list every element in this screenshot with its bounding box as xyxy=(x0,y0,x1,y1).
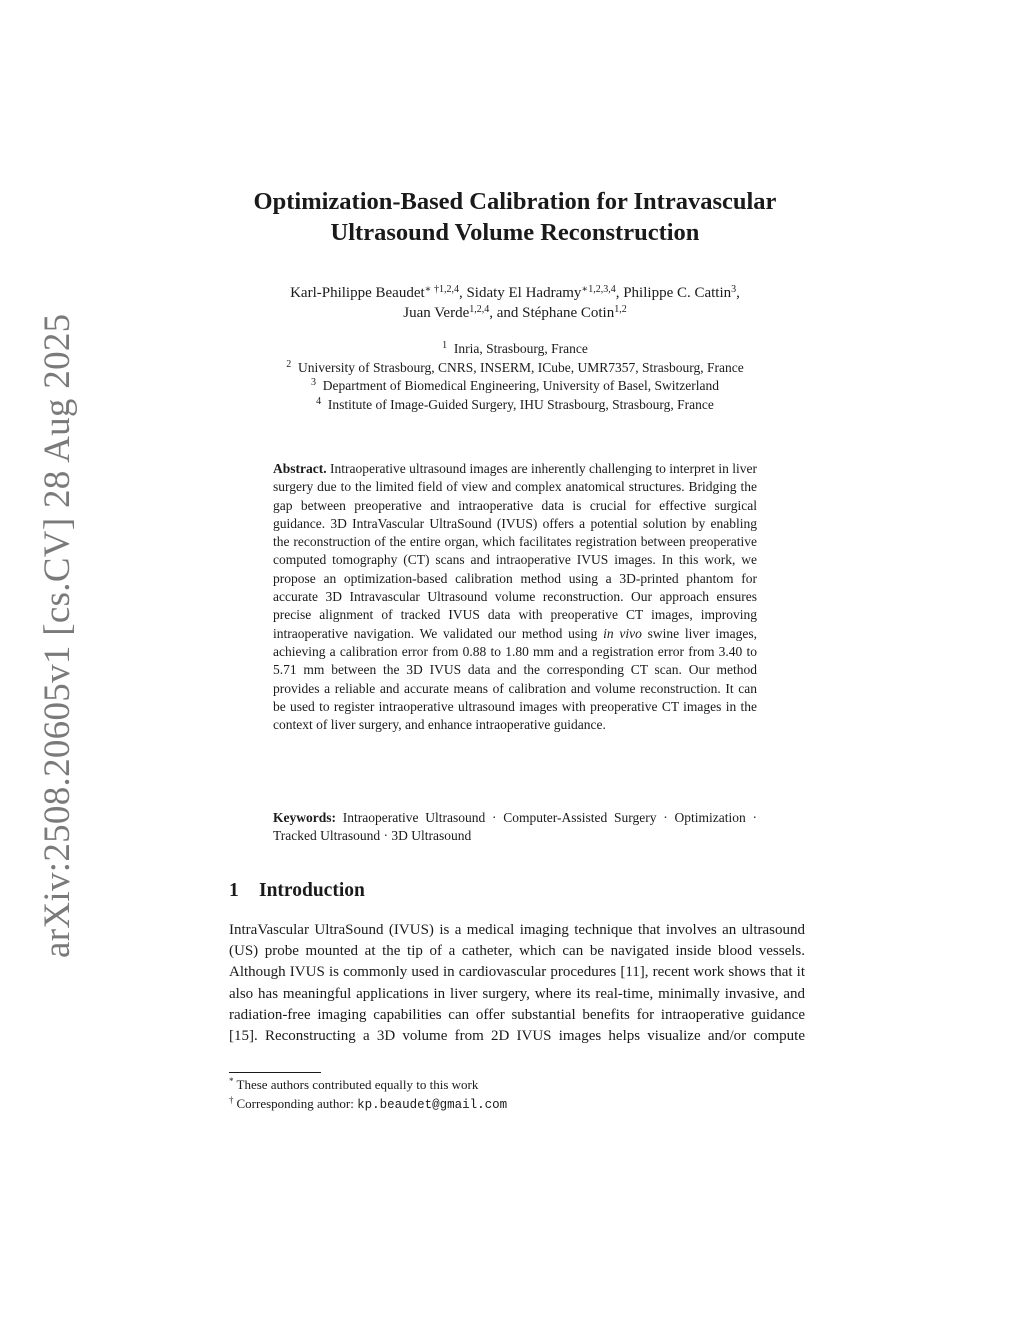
author-name: Stéphane Cotin xyxy=(522,305,615,321)
abstract-italic: in vivo xyxy=(603,625,642,641)
author-marks: ∗ †1,2,4 xyxy=(424,284,459,295)
author-name: Philippe C. Cattin xyxy=(623,285,732,301)
footnote-divider xyxy=(229,1072,321,1073)
abstract-text-continued: swine liver images, achieving a calibration error from 0.88 to 1.80 mm and a registration error from 3.40 to 5.71 mm between the 3D IVUS data and the corresponding CT scan. Our method provides a reliable and accurate means of calibration and volume reconstruction. It can be used to register intraoperative ultrasound images with preoperative CT images in the context of liver surgery, and enhance intraoperative guidance. xyxy=(273,625,757,733)
footnote-text: These authors contributed equally to this work xyxy=(236,1077,479,1092)
footnote-text: Corresponding author: xyxy=(236,1096,354,1111)
keywords-label: Keywords: xyxy=(273,810,336,825)
footnotes xyxy=(229,1075,805,1115)
author-name: Juan Verde xyxy=(403,305,470,321)
section-title: Introduction xyxy=(259,880,365,901)
title-line-2: Ultrasound Volume Reconstruction xyxy=(330,219,700,246)
abstract-text: Intraoperative ultrasound images are inherently challenging to interpret in liver surgery due to the limited field of view and complex anatomical structures. Bridging the gap between preoperative and intraoperative data is crucial for effective surgical guidance. 3D IntraVascular UltraSound (IVUS) offers a potential solution by enabling the reconstruction of the entire organ, which facilitates registration between preoperative computed tomography (CT) scans and intraoperative IVUS images. In this work, we propose an optimization-based calibration method using a 3D-printed phantom for accurate 3D Intravascular Ultrasound volume reconstruction. Our approach ensures precise alignment of tracked IVUS data with preoperative CT images, improving intraoperative navigation. We validated our method using xyxy=(273,461,758,641)
footnote-symbol: † xyxy=(229,1095,234,1105)
arxiv-stamp: arXiv:2508.20605v1 [cs.CV] 28 Aug 2025 xyxy=(37,313,78,958)
author-marks: 1,2 xyxy=(614,304,627,315)
intro-paragraph: IntraVascular UltraSound (IVUS) is a medical imaging technique that involves an ultrasound (US) probe mounted at the tip of a catheter, which can be navigated inside blood vessels. Although IVUS is commonly used in cardiovascular procedures [11], recent work shows that it also has meaningful applications in liver surgery, where its real-time, minimally invasive, and radiation-free imaging capabilities can offer substantial benefits for intraoperative guidance [15]. Reconstructing a 3D volume from 2D IVUS images helps visualize and/or compute xyxy=(229,922,805,1045)
section-number: 1 xyxy=(229,880,239,901)
corresponding-email-link[interactable]: kp.beaudet@gmail.com xyxy=(357,1098,508,1112)
affiliations xyxy=(180,340,850,414)
abstract xyxy=(273,460,757,734)
section-heading xyxy=(229,878,365,904)
author-marks: 1,2,4 xyxy=(469,304,490,315)
author-name: Karl-Philippe Beaudet xyxy=(290,285,425,301)
affiliation-item: $^1$ Inria, Strasbourg, France xyxy=(442,340,588,356)
affiliation-item: $^3$ Department of Biomedical Engineering, University of Basel, Switzerland xyxy=(310,377,720,393)
author-marks: 3 xyxy=(731,284,737,295)
author-line-1: Karl-Philippe Beaudet$^{∗ \dagger 1,2,4}$, Sidaty El Hadramy$^{∗1,2,3,4}$, Philippe C. Cattin$^3$, xyxy=(290,284,740,301)
affiliation-item: $^4$ Institute of Image-Guided Surgery, IHU Strasbourg, Strasbourg, France xyxy=(316,395,714,412)
author-marks: ∗1,2,3,4 xyxy=(581,284,616,295)
keywords xyxy=(273,809,757,846)
paper-title xyxy=(200,186,830,248)
abstract-label: Abstract. xyxy=(273,461,327,476)
author-list xyxy=(180,283,850,323)
footnote-item xyxy=(229,1094,805,1115)
title-line-1: Optimization-Based Calibration for Intravascular xyxy=(253,188,777,215)
affiliation-item: $^2$ University of Strasbourg, CNRS, INSERM, ICube, UMR7357, Strasbourg, France xyxy=(286,358,744,375)
footnote-symbol: * xyxy=(229,1076,234,1086)
author-line-2: Juan Verde$^{1,2,4}$, and Stéphane Cotin$^{1,2}$ xyxy=(403,304,627,321)
footnote-item xyxy=(229,1075,805,1094)
author-name: Sidaty El Hadramy xyxy=(466,285,582,301)
keywords-text: Intraoperative Ultrasound · Computer-Assisted Surgery · Optimization · Tracked Ultrasound · 3D Ultrasound xyxy=(273,810,757,844)
